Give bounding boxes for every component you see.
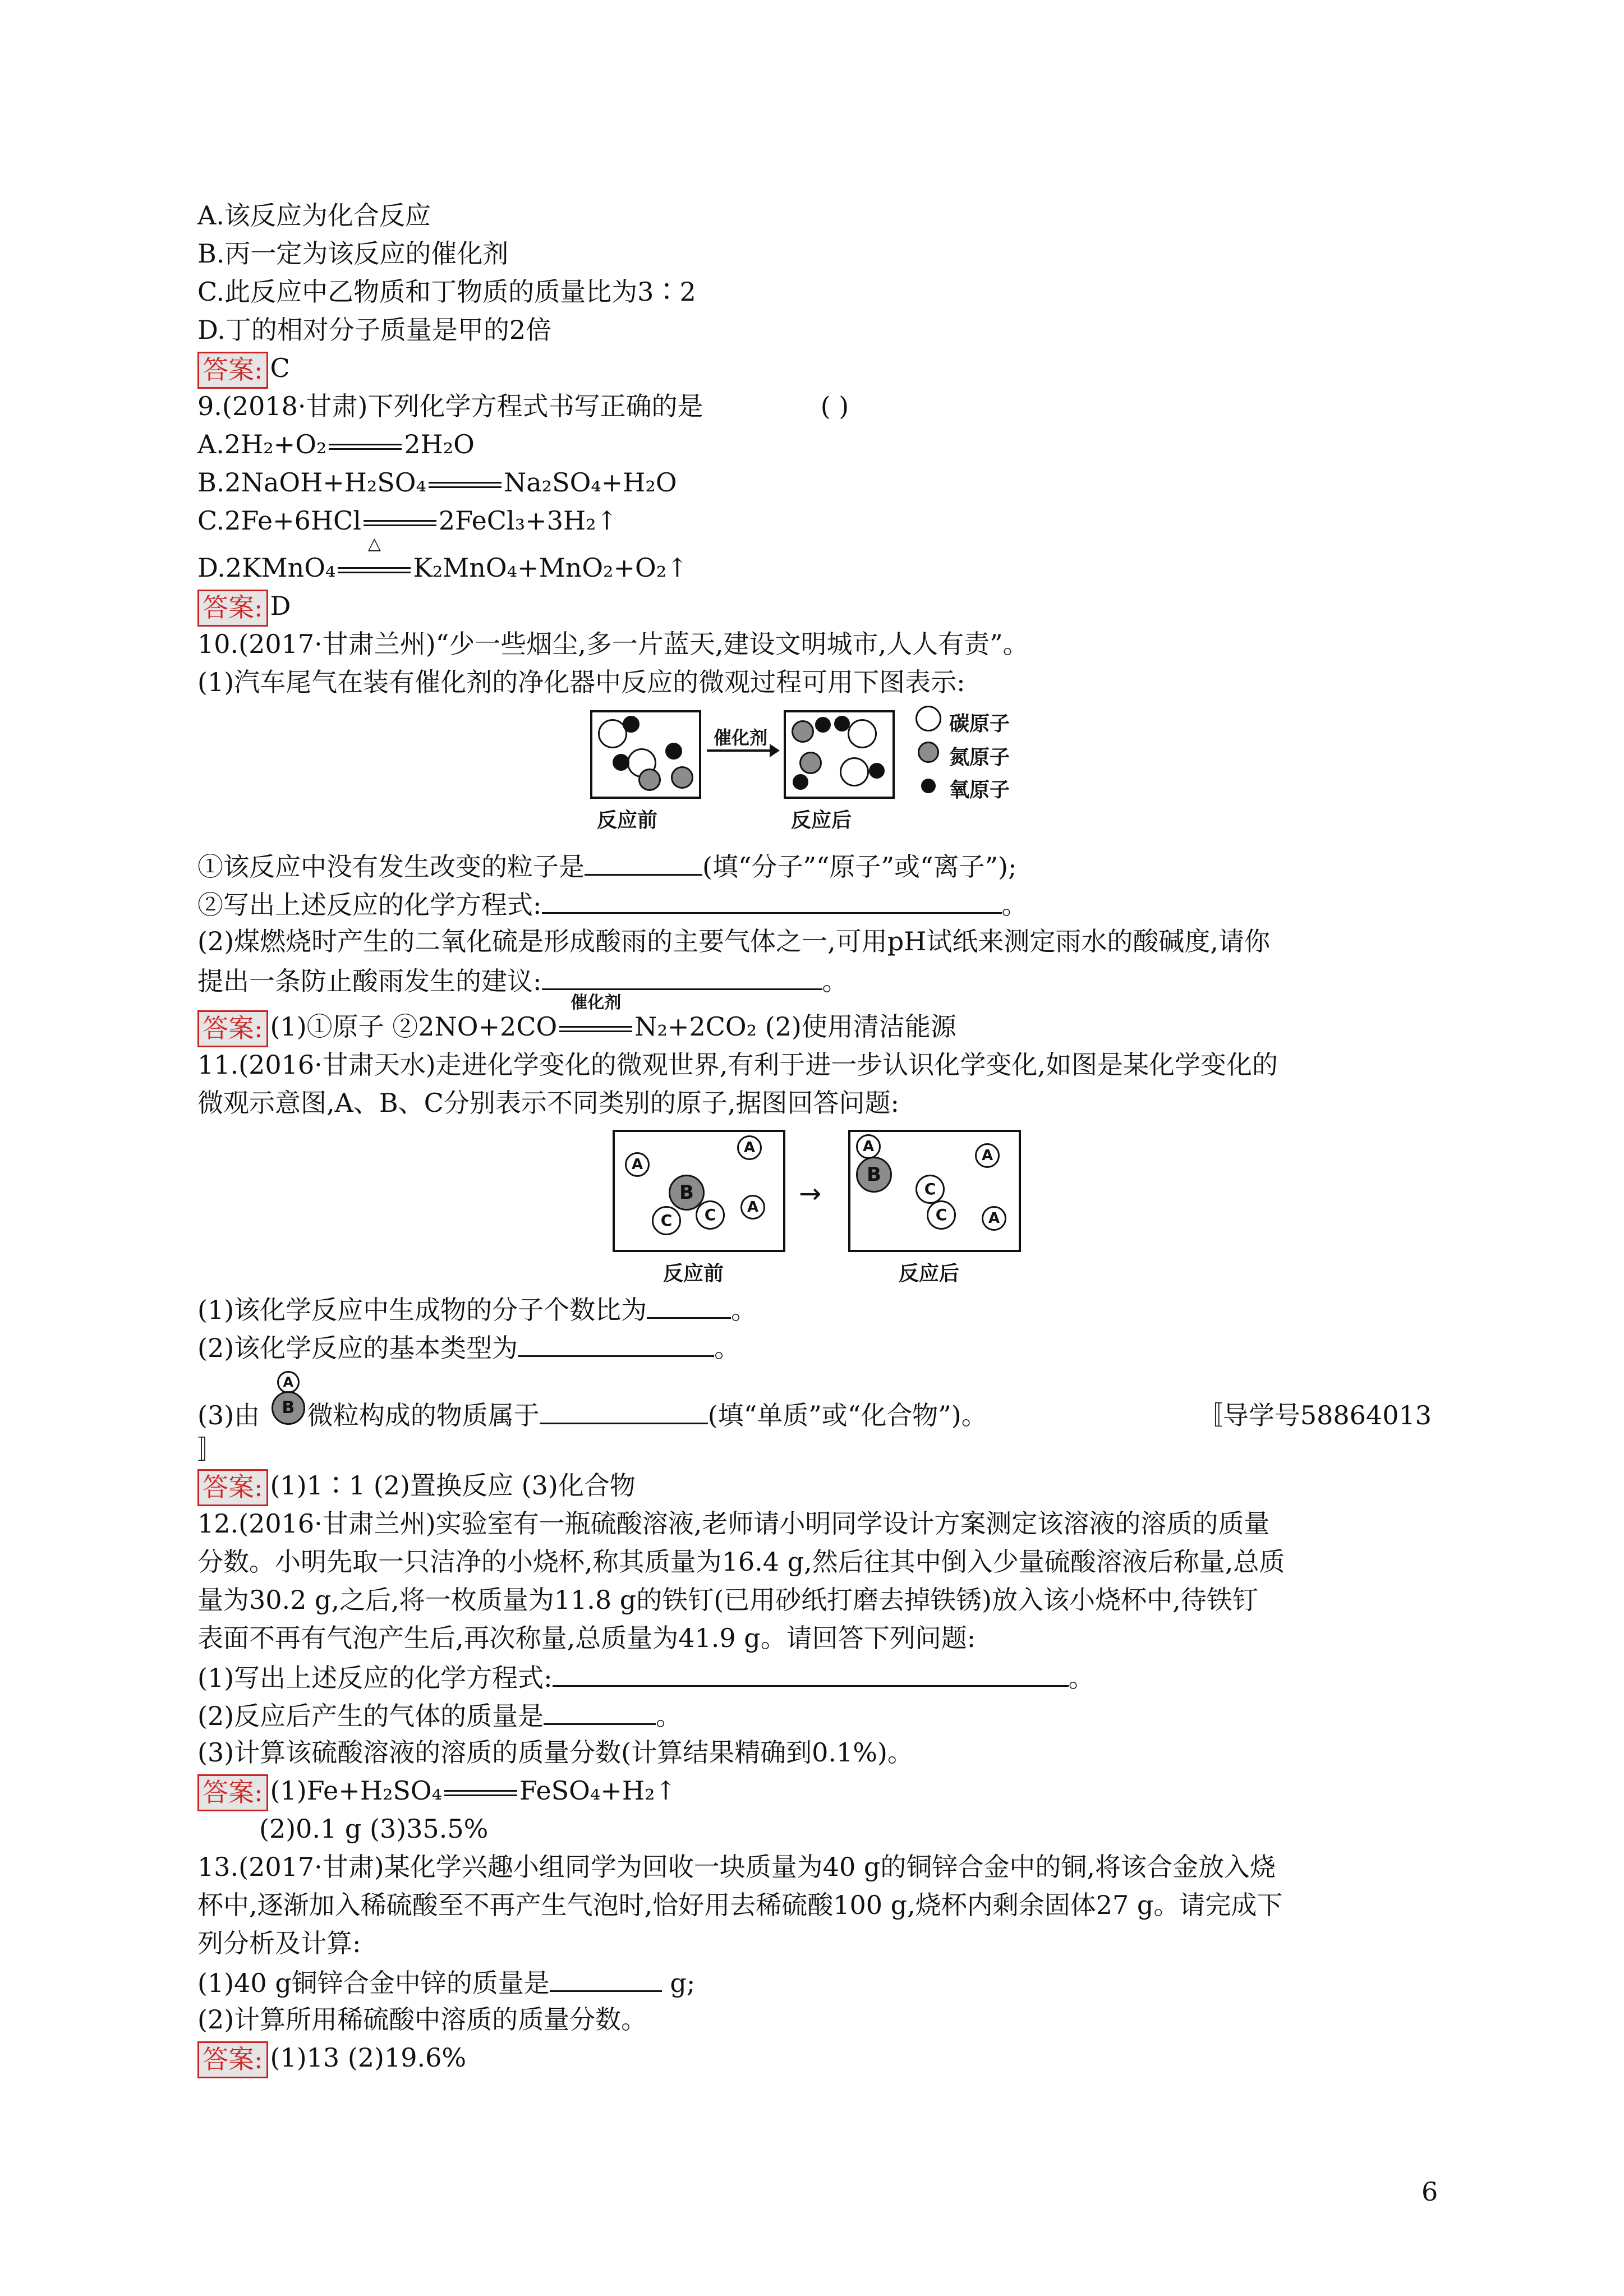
answer-blank[interactable] [647,1289,731,1319]
answer-blank[interactable] [585,846,702,876]
atom-c-icon: C [927,1200,956,1230]
atom-a-icon: A [982,1206,1006,1231]
q9-option-a-rhs: 2H₂O [404,429,475,459]
q8-answer: C [270,353,290,383]
answer-blank[interactable] [518,1327,714,1357]
q12-line3: 量为30.2 g,之后,将一枚质量为11.8 g的铁钉(已用砂纸打磨去掉铁锈)放入该小烧杯中,待铁钉 [197,1585,1258,1615]
q10-stem: 10.(2017·甘肃兰州)“少一些烟尘,多一片蓝天,建设文明城市,人人有责”。 [197,629,1029,659]
q12-answer-rhs: FeSO₄+H₂↑ [519,1775,677,1806]
answer-blank[interactable] [542,884,1002,914]
q11-stem-line1: 11.(2016·甘肃天水)走进化学变化的微观世界,有利于进一步认识化学变化,如图是某化学变化的 [197,1050,1278,1080]
nitrogen-legend-icon [918,742,939,763]
q11-sub3-mid: 微粒构成的物质属于 [307,1400,540,1430]
nitrogen-atom-icon [799,752,822,774]
atom-a-icon: A [625,1152,650,1177]
equals-sign [429,482,502,488]
q13-answer: (1)13 (2)19.6% [270,2042,467,2073]
oxygen-legend-icon [921,779,936,793]
equals-sign [444,1790,517,1796]
q9-option-c-rhs: 2FeCl₃+3H₂↑ [438,505,618,536]
q8-option-d: D.丁的相对分子质量是甲的2倍 [197,315,552,345]
q10-sub2-end: 。 [1001,890,1028,920]
q11-after-box [848,1130,1021,1252]
q10-answer-lhs: (1)①原子 ②2NO+2CO [270,1011,558,1042]
q12-sub2 [197,1695,1432,1733]
q13-line1: 13.(2017·甘肃)某化学兴趣小组同学为回收一块质量为40 g的铜锌合金中的铜,将该合金放入烧 [197,1852,1276,1882]
q10-after-box [784,710,895,799]
q13-line3: 列分析及计算: [197,1928,361,1958]
atom-b-icon: B [669,1175,705,1211]
q10-answer-rhs: N₂+2CO₂ (2)使用清洁能源 [634,1011,956,1042]
q10-answer-line [197,993,1432,1046]
q11-sub3-text: (3)由 [197,1400,260,1430]
q12-answer-line [197,1772,1432,1810]
answer-label: 答案: [197,2041,268,2078]
q10-part2-line1: (2)煤燃烧时产生的二氧化硫是形成酸雨的主要气体之一,可用pH试纸来测定雨水的酸碱度,请你 [197,926,1270,956]
q9-answer-bracket: ( ) [820,391,849,421]
carbon-legend-icon [915,706,941,731]
q10-sub2 [197,884,1432,922]
q9-option-a [197,425,1432,463]
equals-sign [329,444,402,450]
q11-after-caption: 反应后 [899,1262,960,1285]
q10-sub1 [197,846,1432,884]
q10-sub1-text: ①该反应中没有发生改变的粒子是 [197,852,585,882]
reaction-arrow-icon: → [799,1178,822,1209]
answer-blank[interactable] [553,1657,1069,1687]
q9-answer: D [270,591,291,621]
q8-option-b: B.丙一定为该反应的催化剂 [197,238,509,269]
q10-part2-end: 。 [822,966,848,996]
atom-c-icon: C [696,1200,725,1230]
atom-a-icon: A [737,1135,762,1160]
answer-label: 答案: [197,1010,268,1047]
guide-number: 〚导学号58864013 [1197,1400,1432,1430]
q9-option-b [197,463,1432,501]
oxygen-atom-icon [834,716,850,731]
atom-a-icon: A [856,1134,881,1159]
q11-sub1-text: (1)该化学反应中生成物的分子个数比为 [197,1295,647,1325]
q10-part1: (1)汽车尾气在装有催化剂的净化器中反应的微观过程可用下图表示: [197,667,965,697]
guide-number-end: 〛 [197,1434,223,1465]
q12-line4: 表面不再有气泡产生后,再次称量,总质量为41.9 g。请回答下列问题: [197,1623,976,1653]
reaction-arrow-icon [707,749,774,752]
q10-before-caption: 反应前 [597,809,658,832]
q9-option-d-lhs: D.2KMnO₄ [197,553,336,583]
q11-figure [197,1124,1432,1287]
arrow-head-icon [770,744,780,757]
oxygen-atom-icon [665,743,682,760]
q12-line1: 12.(2016·甘肃兰州)实验室有一瓶硫酸溶液,老师请小明同学设计方案测定该溶液的溶质的质量 [197,1508,1270,1539]
carbon-atom-icon [840,757,869,786]
answer-label: 答案: [197,1469,268,1506]
heat-symbol: △ [367,534,381,554]
q10-part2-text: 提出一条防止酸雨发生的建议: [197,966,542,996]
q13-sub1-end: g; [661,1968,696,1998]
nitrogen-atom-icon [792,720,814,743]
q10-before-box [590,710,701,799]
q10-sub2-text: ②写出上述反应的化学方程式: [197,890,542,920]
q8-option-c: C.此反应中乙物质和丁物质的质量比为3∶2 [197,277,696,307]
q11-before-box [613,1130,785,1252]
q9-option-a-lhs: A.2H₂+O₂ [197,429,327,459]
oxygen-atom-icon [793,774,808,790]
q12-sub2-text: (2)反应后产生的气体的质量是 [197,1701,544,1731]
q9-option-d [197,534,1432,587]
atom-c-icon: C [915,1175,945,1204]
catalyst-label: 催化剂 [571,993,622,1013]
q11-sub2-text: (2)该化学反应的基本类型为 [197,1333,518,1363]
q11-sub3-hint: (填“单质”或“化合物”)。 [707,1400,987,1430]
q8-option-a: A.该反应为化合反应 [197,200,431,231]
q11-sub3 [197,1365,1432,1438]
answer-label: 答案: [197,590,268,627]
atom-b-icon: B [272,1391,305,1425]
oxygen-atom-icon [815,717,831,733]
q9-answer-line [197,587,1432,625]
nitrogen-atom-icon [671,766,693,789]
q9-option-b-rhs: Na₂SO₄+H₂O [503,467,677,498]
q11-sub1 [197,1289,1432,1327]
atom-a-icon: A [277,1371,300,1393]
q13-line2: 杯中,逐渐加入稀硫酸至不再产生气泡时,恰好用去稀硫酸100 g,烧杯内剩余固体27 g。请完成下 [197,1890,1283,1920]
q12-sub1-text: (1)写出上述反应的化学方程式: [197,1663,553,1693]
answer-blank[interactable] [544,1695,656,1725]
legend-nitrogen: 氮原子 [949,746,1010,769]
answer-label: 答案: [197,1774,268,1811]
q10-catalyst-label: 催化剂 [714,727,768,748]
q12-sub1-end: 。 [1068,1663,1094,1693]
ab-molecule-icon [268,1374,307,1437]
q9-stem-line [197,387,1432,425]
atom-b-icon: B [856,1157,892,1193]
q9-option-b-lhs: B.2NaOH+H₂SO₄ [197,467,426,498]
legend-oxygen: 氧原子 [949,779,1010,802]
q12-answer-line2: (2)0.1 g (3)35.5% [259,1814,489,1844]
page-content [197,196,1432,2077]
q11-answer-line [197,1466,1432,1504]
q13-sub1-text: (1)40 g铜锌合金中锌的质量是 [197,1968,550,1998]
q11-sub1-end: 。 [731,1295,757,1325]
q11-before-caption: 反应前 [663,1262,724,1285]
q9-option-d-rhs: K₂MnO₄+MnO₂+O₂↑ [413,553,688,583]
q12-sub1 [197,1657,1432,1695]
q9-option-c-lhs: C.2Fe+6HCl [197,505,361,536]
carbon-atom-icon [848,719,877,748]
q11-sub2 [197,1327,1432,1365]
q13-sub1 [197,1962,1432,2000]
q11-stem-line2: 微观示意图,A、B、C分别表示不同类别的原子,据图回答问题: [197,1088,899,1118]
q11-sub2-end: 。 [714,1333,740,1363]
q12-sub2-end: 。 [656,1701,682,1731]
nitrogen-atom-icon [638,769,661,791]
q10-after-caption: 反应后 [791,809,852,832]
oxygen-atom-icon [623,716,640,733]
q11-answer: (1)1∶1 (2)置换反应 (3)化合物 [270,1470,636,1501]
answer-blank[interactable] [550,1962,662,1992]
page-number: 6 [1421,2177,1438,2207]
q10-figure [197,703,1432,844]
q8-answer-line [197,349,1432,387]
legend-carbon: 碳原子 [949,712,1010,735]
answer-blank[interactable] [540,1395,708,1424]
q12-sub3: (3)计算该硫酸溶液的溶质的质量分数(计算结果精确到0.1%)。 [197,1737,913,1768]
oxygen-atom-icon [869,763,885,779]
q10-sub1-hint: (填“分子”“原子”或“离子”); [702,852,1017,882]
oxygen-atom-icon [613,754,629,771]
answer-label: 答案: [197,352,268,389]
atom-c-icon: C [652,1206,681,1235]
q13-answer-line [197,2039,1432,2077]
q9-stem: 9.(2018·甘肃)下列化学方程式书写正确的是 [197,391,703,421]
q12-line2: 分数。小明先取一只洁净的小烧杯,称其质量为16.4 g,然后往其中倒入少量硫酸溶液后称量,总质 [197,1547,1285,1577]
q10-part2-line2 [197,960,1432,999]
q12-answer-lhs: (1)Fe+H₂SO₄ [270,1775,443,1806]
atom-a-icon: A [740,1195,765,1220]
q13-sub2: (2)计算所用稀硫酸中溶质的质量分数。 [197,2004,647,2035]
atom-a-icon: A [975,1143,1000,1168]
